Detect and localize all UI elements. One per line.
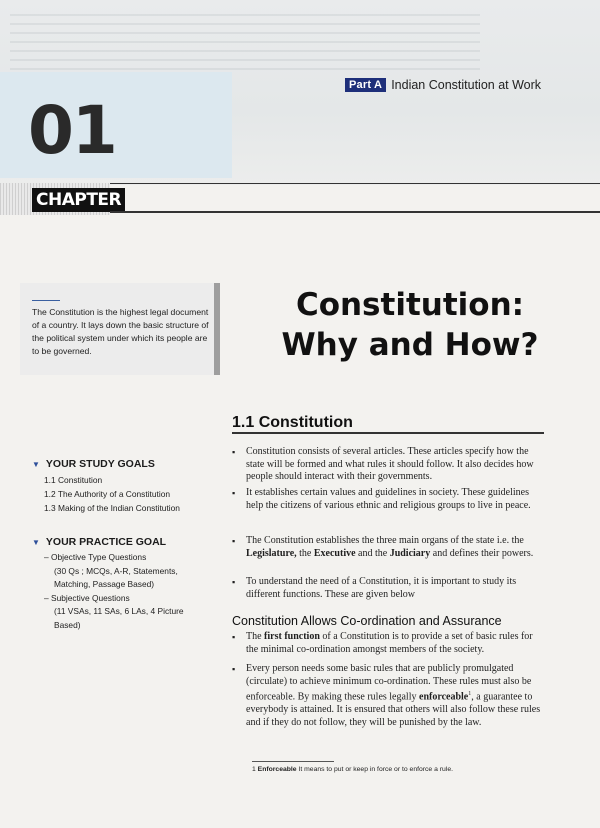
text-run: of a Constitution is to provide a set of basic rules for the minimal co-ordination amongst members of the society. — [246, 631, 533, 655]
practice-goal — [32, 536, 184, 632]
practice-goal-heading — [32, 536, 184, 548]
subsection-heading: Constitution Allows Co-ordination and Assurance — [232, 614, 502, 628]
list-item — [44, 473, 180, 487]
intro-text: The Constitution is the highest legal document of a country. It lays down the basic structure of the political system under which its people are to be governed. — [32, 307, 209, 356]
bold-term: Legislature, — [246, 547, 297, 559]
list-item: Based) — [54, 619, 81, 630]
bullet-item: ▪ To understand the need of a Constitution, it is important to study its different functions. These are given below — [232, 576, 546, 601]
text-run: Every person needs some basic rules that are publicly promulgated (circulate) to achieve minimum co-ordination. These rules must also be enforceable. By making these rules legally — [246, 663, 532, 703]
divider — [110, 211, 600, 213]
chapter-label: CHAPTER — [32, 188, 125, 212]
bold-term: first function — [264, 631, 320, 642]
list-item — [44, 487, 180, 501]
triangle-down-icon: ▼ — [32, 537, 40, 547]
text-run: and defines their powers. — [430, 547, 534, 559]
goal-number: 1.3 — [44, 503, 56, 513]
footnote-ref: 1 — [468, 691, 472, 698]
footnote-text: It means to put or keep in force or to enforce a rule. — [296, 766, 453, 773]
intro-side-bar — [214, 283, 220, 375]
list-item: – Subjective Questions — [44, 592, 130, 603]
chapter-title-line1: Constitution: — [295, 287, 525, 323]
bold-term: Judiciary — [389, 547, 431, 559]
intro-accent-line — [32, 300, 60, 301]
study-goals — [32, 458, 180, 515]
goal-label: The Authority of a Constitution — [57, 489, 171, 499]
study-goals-heading-text: YOUR STUDY GOALS — [45, 458, 155, 470]
study-goals-list — [44, 473, 180, 515]
section-title: 1.1 Constitution — [232, 414, 353, 431]
chapter-number: 01 — [28, 92, 116, 169]
part-title: Indian Constitution at Work — [391, 78, 542, 92]
text-run: The — [246, 631, 265, 642]
bullet-item: ▪ It establishes certain values and guidelines in society. These guidelines help the citizens of various ethnic and religious groups to live in peace. — [232, 487, 546, 512]
part-tag — [345, 78, 541, 92]
goal-number: 1.2 — [44, 489, 56, 499]
bullet-item — [232, 535, 546, 560]
bold-term: Executive — [313, 547, 356, 559]
list-item: (30 Qs ; MCQs, A-R, Statements, — [54, 565, 178, 576]
bullet-item — [232, 663, 546, 729]
footnote-term: Enforceable — [257, 766, 297, 773]
bold-term: enforceable — [419, 691, 469, 703]
practice-goal-heading-text: YOUR PRACTICE GOAL — [45, 536, 167, 548]
list-item: (11 VSAs, 11 SAs, 6 LAs, 4 Picture — [54, 606, 184, 616]
list-item: – Objective Type Questions — [44, 552, 147, 562]
goal-label: Making of the Indian Constitution — [57, 503, 180, 513]
text-run: and the — [355, 547, 390, 559]
goal-number: 1.1 — [44, 475, 56, 485]
text-run: The Constitution establishes the three main organs of the state i.e. the — [246, 535, 524, 546]
bullet-item — [232, 631, 546, 656]
part-badge: Part A — [345, 78, 386, 92]
bullet-item: ▪ Constitution consists of several articles. These articles specify how the state will be formed and what rules it should follow. It also decides how people should interact with their governments. — [232, 446, 546, 484]
chapter-title — [240, 285, 580, 365]
footnote — [252, 766, 453, 773]
list-item — [44, 501, 180, 515]
text-run: , a guarantee to everybody is attained. It is ensured that others will also follow these rules and if they do not follow, they will be punished by the law. — [246, 691, 541, 728]
triangle-down-icon: ▼ — [32, 459, 40, 469]
divider — [232, 432, 544, 434]
list-item: Matching, Passage Based) — [54, 579, 155, 589]
goal-label: Constitution — [57, 475, 103, 485]
show-through-texture — [10, 10, 480, 70]
practice-goal-list — [44, 551, 184, 632]
footnote-number: 1 — [252, 766, 256, 773]
chapter-title-line2: Why and How? — [281, 327, 539, 363]
study-goals-heading — [32, 458, 180, 470]
text-run: the — [296, 547, 314, 559]
footnote-rule — [252, 761, 334, 762]
